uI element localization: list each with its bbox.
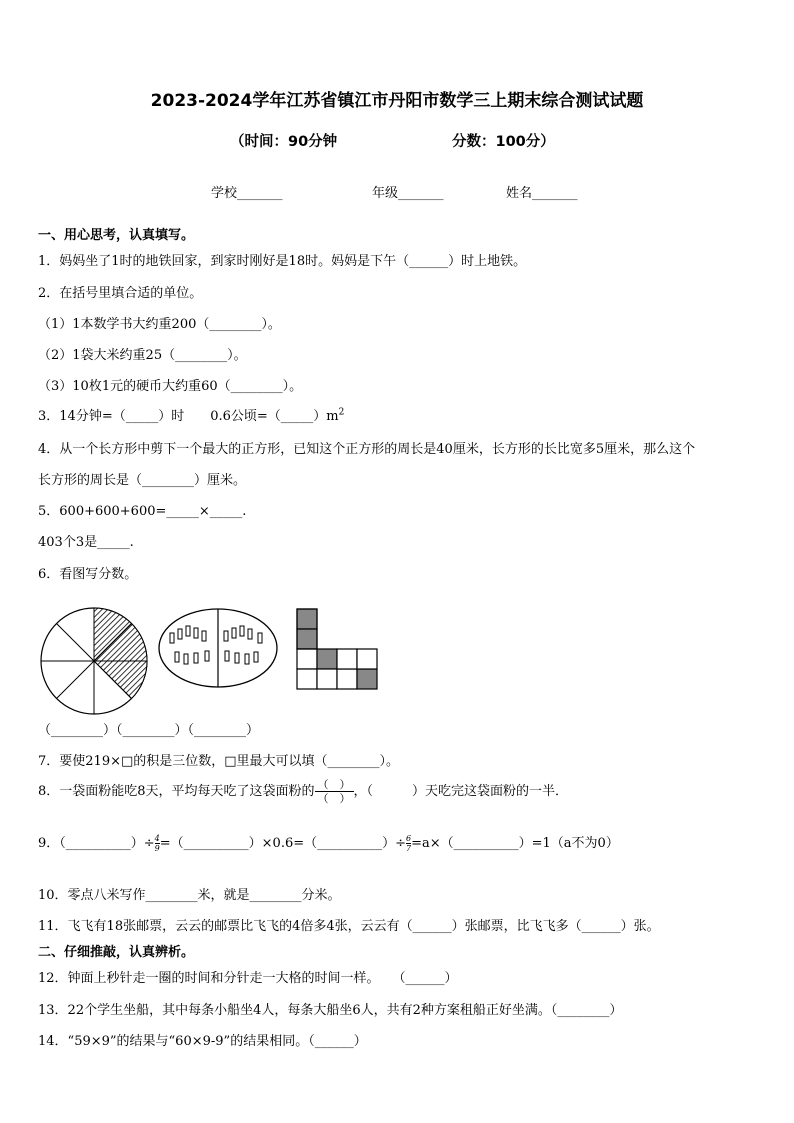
grid-fraction-figure <box>296 608 378 690</box>
exam-score: 分数：100分） <box>452 134 555 150</box>
fraction-numerator: 4 <box>154 834 160 843</box>
question-1: 1．妈妈坐了1时的地铁回家，到家时刚好是18时。妈妈是下午（______）时上地铁。 <box>38 254 527 269</box>
question-4-line-2: 长方形的周长是（________）厘米。 <box>38 473 247 488</box>
question-14: 14．“59×9”的结果与“60×9-9”的结果相同。（______） <box>38 1034 367 1049</box>
question-12: 12．钟面上秒针走一圈的时间和分针走一大格的时间一样。 （______） <box>38 971 458 986</box>
fraction-numerator: 6 <box>406 834 412 843</box>
question-8-tail: ，（ ）天吃完这袋面粉的一半． <box>353 784 569 799</box>
fraction-numerator: （ ） <box>315 778 354 792</box>
question-9 <box>38 832 619 853</box>
question-9-part-c: =a×（__________）=1（a不为0） <box>411 836 619 851</box>
question-9-part-a: 9．（__________）÷ <box>38 836 155 851</box>
section-title-1: 一、用心思考，认真填写。 <box>38 228 195 243</box>
fraction-denominator: 9 <box>154 844 160 853</box>
question-6: 6．看图写分数。 <box>38 567 138 582</box>
exam-time: （时间：90分钟 <box>230 134 338 150</box>
question-5-line-2: 403个3是_____. <box>38 535 134 550</box>
section-title-2: 二、仔细推敲，认真辨析。 <box>38 945 195 960</box>
question-3 <box>38 405 344 424</box>
question-8-fraction <box>315 778 354 805</box>
fraction-denominator: （ ） <box>317 792 351 805</box>
question-2: 2．在括号里填合适的单位。 <box>38 286 203 301</box>
question-3-text: 3．14分钟=（_____）时 0.6公顷=（_____）m <box>38 409 339 424</box>
grade-field[interactable]: 年级_______ <box>372 186 444 201</box>
fraction-denominator: 7 <box>406 844 412 853</box>
question-10: 10．零点八米写作________米，就是________分米。 <box>38 888 341 903</box>
question-11: 11．飞飞有18张邮票，云云的邮票比飞飞的4倍多4张，云云有（______）张邮票，比飞飞多（______）张。 <box>38 919 660 934</box>
school-field[interactable]: 学校_______ <box>211 186 283 201</box>
question-3-exponent: 2 <box>338 407 345 418</box>
question-6-answers[interactable]: （________）（________）（________） <box>38 723 260 738</box>
question-9-part-b: =（__________）×0.6=（__________）÷ <box>159 836 407 851</box>
exam-title: 2023-2024学年江苏省镇江市丹阳市数学三上期末综合测试试题 <box>150 91 644 111</box>
oval-fraction-figure <box>157 607 279 689</box>
question-8 <box>38 778 568 805</box>
question-2-1: （1）1本数学书大约重200（________）。 <box>38 317 281 332</box>
question-2-2: （2）1袋大米约重25（________）。 <box>38 348 247 363</box>
question-7: 7．要使219×□的积是三位数，□里最大可以填（________）。 <box>38 754 400 769</box>
question-4-line-1: 4．从一个长方形中剪下一个最大的正方形，已知这个正方形的周长是40厘米，长方形的长比宽多5厘米，那么这个 <box>38 442 696 457</box>
question-8-text: 8．一袋面粉能吃8天，平均每天吃了这袋面粉的 <box>38 784 315 799</box>
question-5-line-1: 5．600+600+600=_____×_____. <box>38 504 247 519</box>
question-13: 13．22个学生坐船，其中每条小船坐4人，每条大船坐6人，共有2种方案租船正好坐满。（________） <box>38 1003 623 1018</box>
name-field[interactable]: 姓名_______ <box>506 186 578 201</box>
circle-fraction-figure <box>38 605 150 717</box>
question-2-3: （3）10枚1元的硬币大约重60（________）。 <box>38 379 303 394</box>
